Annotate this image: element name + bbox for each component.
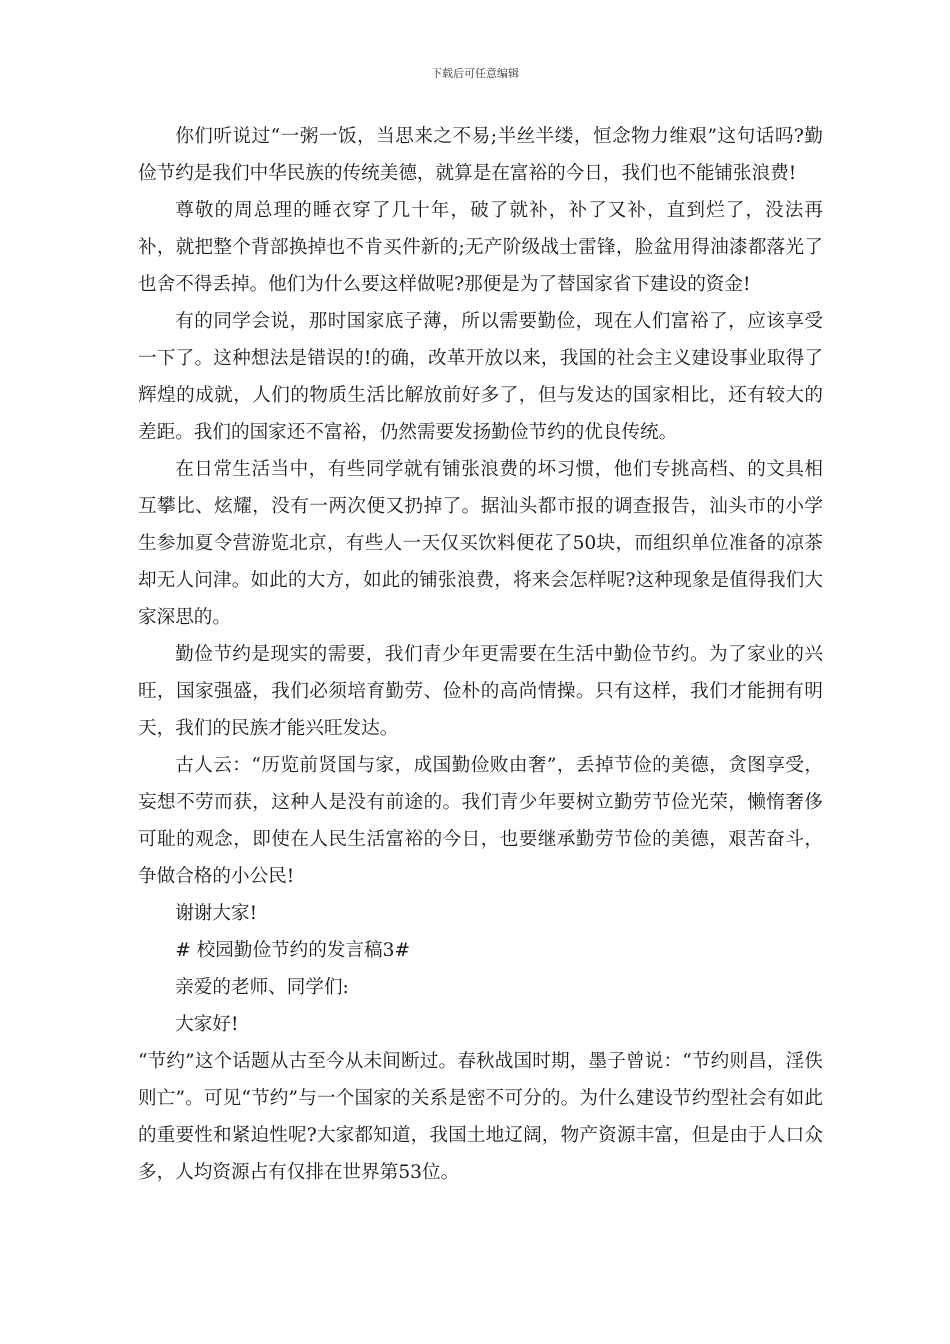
- paragraph: 古人云：“历览前贤国与家，成国勤俭败由奢”，丢掉节俭的美德，贪图享受，妄想不劳而获，这种人是没有前途的。我们青少年要树立勤劳节俭光荣，懒惰奢侈可耻的观念，即使在人民生活富裕的今日，也要继承勤劳节俭的美德，艰苦奋斗，争做合格的小公民!: [138, 755, 823, 887]
- paragraph: “节约”这个话题从古至今从未间断过。春秋战国时期，墨子曾说：“节约则昌，淫佚则亡”。可见“节约”与一个国家的关系是密不可分的。为什么建设节约型社会有如此的重要性和紧迫性呢?大家都知道，我国土地辽阔，物产资源丰富，但是由于人口众多，人均资源占有仅排在世界第53位。: [138, 1051, 823, 1183]
- page-header: 下载后可任意编辑: [431, 67, 519, 80]
- document-body: [138, 118, 823, 1191]
- paragraph: 在日常生活当中，有些同学就有铺张浪费的坏习惯，他们专挑高档、的文具相互攀比、炫耀，没有一两次便又扔掉了。据汕头都市报的调查报告，汕头市的小学生参加夏令营游览北京，有些人一天仅买饮料便花了50块，而组织单位准备的凉茶却无人问津。如此的大方，如此的铺张浪费，将来会怎样呢?这种现象是值得我们大家深思的。: [138, 459, 823, 628]
- paragraph: 你们听说过“一粥一饭，当思来之不易;半丝半缕，恒念物力维艰”这句话吗?勤俭节约是我们中华民族的传统美德，就算是在富裕的今日，我们也不能铺张浪费!: [138, 126, 823, 184]
- paragraph: 尊敬的周总理的睡衣穿了几十年，破了就补，补了又补，直到烂了，没法再补，就把整个背部换掉也不肯买件新的;无产阶级战士雷锋，脸盆用得油漆都落光了也舍不得丢掉。他们为什么要这样做呢?那便是为了替国家省下建设的资金!: [138, 200, 823, 295]
- closing-line: 谢谢大家!: [175, 903, 258, 924]
- greeting: 大家好!: [175, 1014, 239, 1035]
- paragraph: 勤俭节约是现实的需要，我们青少年更需要在生活中勤俭节约。为了家业的兴旺，国家强盛，我们必须培育勤劳、俭朴的高尚情操。只有这样，我们才能拥有明天，我们的民族才能兴旺发达。: [138, 644, 823, 739]
- section-heading: # 校园勤俭节约的发言稿3#: [175, 940, 411, 961]
- paragraph: 有的同学会说，那时国家底子薄，所以需要勤俭，现在人们富裕了，应该享受一下了。这种想法是错误的!的确，改革开放以来，我国的社会主义建设事业取得了辉煌的成就，人们的物质生活比解放前好多了，但与发达的国家相比，还有较大的差距。我们的国家还不富裕，仍然需要发扬勤俭节约的优良传统。: [138, 311, 823, 443]
- salutation: 亲爱的老师、同学们:: [175, 977, 349, 998]
